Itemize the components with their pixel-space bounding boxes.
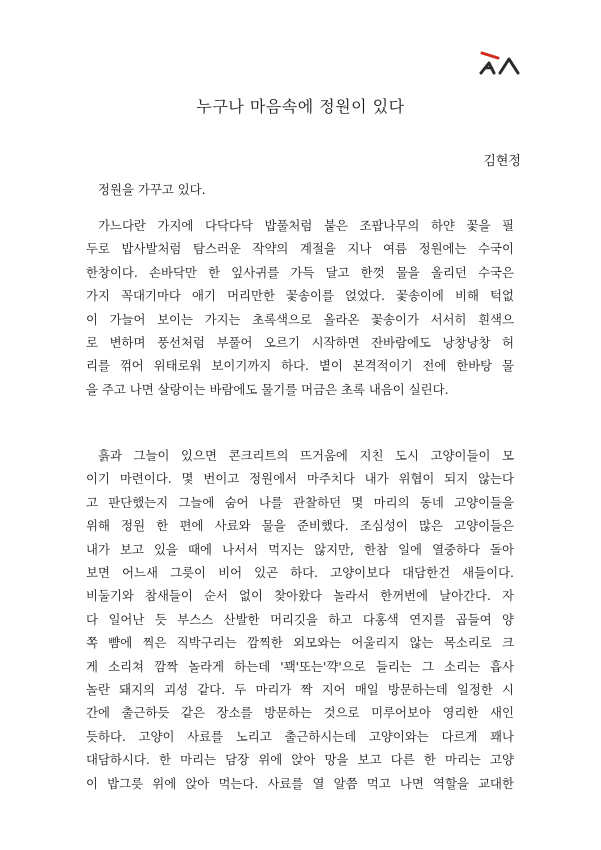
text-line: 정원을 가꾸고 있다. — [98, 182, 206, 197]
text-line: 을 주고 나면 살랑이는 바람에도 물기를 머금은 초록 내음이 실린다. — [86, 381, 449, 397]
text-line: 가지 꼭대기마다 애기 머리만한 꽃송이를 얹었다. 꽃송이에 비해 턱없 — [86, 288, 514, 304]
text-line: 로 변하며 풍선처럼 부풀어 오르기 시작하면 잔바람에도 낭창낭창 허 — [86, 335, 514, 351]
text-line: 게 소리쳐 깜짝 놀라게 하는데 '꽥'또는'꺅'으로 들리는 그 소리는 흡사 — [86, 658, 514, 674]
text-line: 듯하다. 고양이 사료를 노리고 출근하시는데 고양이와는 다르게 꽤나 — [86, 728, 514, 744]
text-line: 한창이다. 손바닥만 한 잎사귀를 가득 달고 한껏 물을 올리던 수국은 — [86, 264, 514, 280]
paragraph-2 — [86, 214, 514, 401]
text-line: 비둘기와 참새들이 순서 없이 찾아왔다 놀라서 한꺼번에 날아간다. 자 — [86, 588, 514, 604]
text-line: 위해 정원 한 편에 사료와 물을 준비했다. 조심성이 많은 고양이들은 — [86, 518, 514, 534]
author-name: 김현정 — [483, 154, 521, 169]
paragraph-3 — [86, 444, 514, 795]
text-line: 간에 출근하듯 같은 장소를 방문하는 것으로 미루어보아 영리한 새인 — [86, 705, 514, 721]
text-line: 보면 어느새 그릇이 비어 있곤 하다. 고양이보다 대담한건 새들이다. — [86, 565, 514, 581]
text-line: 고 판단했는지 그늘에 숨어 나를 관찰하던 몇 마리의 동네 고양이들을 — [86, 494, 514, 510]
text-line: 이기 마련이다. 몇 번이고 정원에서 마주치다 내가 위협이 되지 않는다 — [86, 471, 514, 487]
text-line: 가느다란 가지에 다닥다닥 밥풀처럼 붙은 조팝나무의 하얀 꽃을 필 — [98, 218, 514, 233]
text-line: 쪽 뺨에 찍은 직박구리는 깜찍한 외모와는 어울리지 않는 목소리로 크 — [86, 635, 514, 651]
publisher-logo-icon — [478, 51, 522, 77]
paragraph-1 — [86, 178, 514, 201]
text-line: 리를 꺾어 위태로워 보이기까지 하다. 볕이 본격적이기 전에 한바탕 물 — [86, 358, 514, 374]
text-line: 다 일어난 듯 부스스 산발한 머리깃을 하고 다홍색 연지를 곱들여 양 — [86, 611, 514, 627]
document-title: 누구나 마음속에 정원이 있다 — [196, 97, 405, 116]
text-line: 이 밥그릇 위에 앉아 먹는다. 사료를 열 알쯤 먹고 나면 역할을 교대한 — [86, 775, 514, 791]
text-line: 놀란 돼지의 괴성 같다. 두 마리가 짝 지어 매일 방문하는데 일정한 시 — [86, 682, 514, 698]
text-line: 이 가늘어 보이는 가지는 초록색으로 올라온 꽃송이가 서서히 흰색으 — [86, 311, 514, 327]
text-line: 대담하시다. 한 마리는 담장 위에 앉아 망을 보고 다른 한 마리는 고양 — [86, 752, 514, 768]
text-line: 흙과 그늘이 있으면 콘크리트의 뜨거움에 지친 도시 고양이들이 모 — [98, 448, 514, 463]
text-line: 내가 보고 있을 때에 나서서 먹지는 않지만, 한참 일에 열중하다 돌아 — [86, 541, 514, 557]
text-line: 두로 밥사발처럼 탐스러운 작약의 계절을 지나 여름 정원에는 수국이 — [86, 241, 514, 257]
